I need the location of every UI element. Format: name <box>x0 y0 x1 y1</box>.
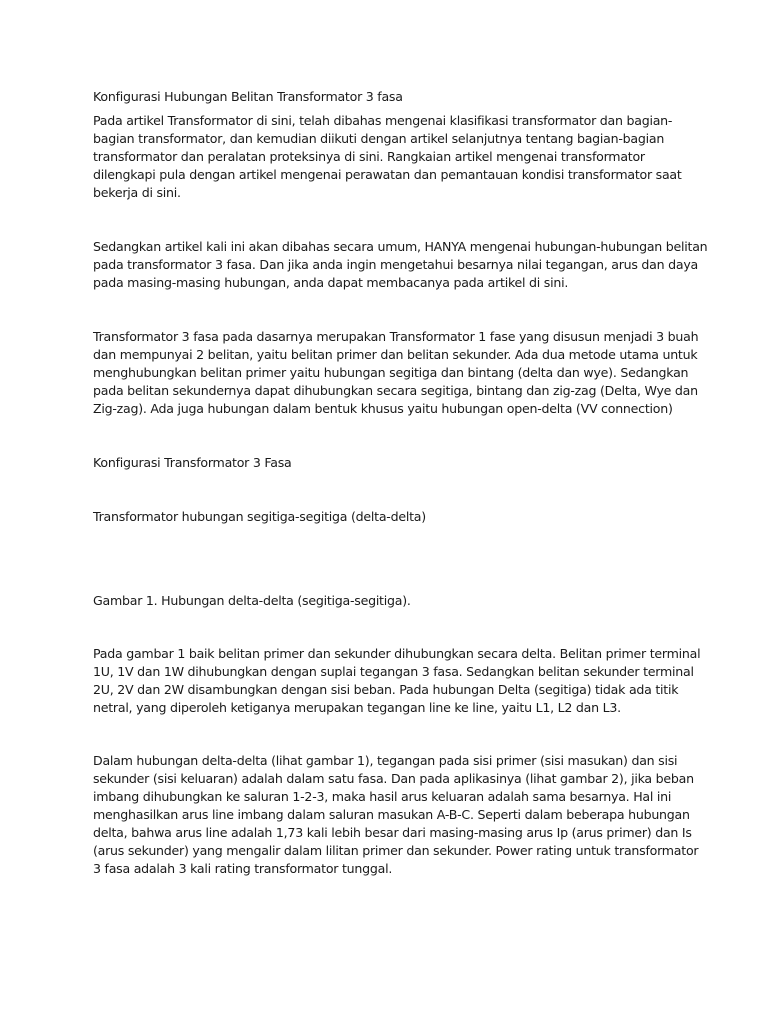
paragraph-1-line-4: dilengkapi pula dengan artikel mengenai perawatan dan pemantauan kondisi transformator saat <box>93 167 682 182</box>
paragraph-5-line-7: 3 fasa adalah 3 kali rating transformator tunggal. <box>93 861 393 876</box>
paragraph-5-line-2: sekunder (sisi keluaran) adalah dalam satu fasa. Dan pada aplikasinya (lihat gambar 2), jika beban <box>93 771 694 786</box>
paragraph-4-line-1: Pada gambar 1 baik belitan primer dan sekunder dihubungkan secara delta. Belitan primer terminal <box>93 646 701 661</box>
paragraph-5-line-6: (arus sekunder) yang mengalir dalam lilitan primer dan sekunder. Power rating untuk transformator <box>93 843 699 858</box>
paragraph-3-line-4: pada belitan sekundernya dapat dihubungkan secara segitiga, bintang dan zig-zag (Delta, Wye dan <box>93 383 698 398</box>
subsection-heading: Transformator hubungan segitiga-segitiga (delta-delta) <box>93 509 426 524</box>
paragraph-4-line-4: netral, yang diperoleh ketiganya merupakan tegangan line ke line, yaitu L1, L2 dan L3. <box>93 700 621 715</box>
paragraph-3-line-1: Transformator 3 fasa pada dasarnya merupakan Transformator 1 fase yang disusun menjadi 3 buah <box>93 329 699 344</box>
paragraph-1-line-3: transformator dan peralatan proteksinya di sini. Rangkaian artikel mengenai transformator <box>93 149 645 164</box>
paragraph-2-line-1: Sedangkan artikel kali ini akan dibahas secara umum, HANYA mengenai hubungan-hubungan belitan <box>93 239 708 254</box>
paragraph-4-line-2: 1U, 1V dan 1W dihubungkan dengan suplai tegangan 3 fasa. Sedangkan belitan sekunder terminal <box>93 664 694 679</box>
paragraph-1-line-2: bagian transformator, dan kemudian diikuti dengan artikel selanjutnya tentang bagian-bagian <box>93 131 665 146</box>
figure-1-caption: Gambar 1. Hubungan delta-delta (segitiga-segitiga). <box>93 593 411 608</box>
section-heading: Konfigurasi Transformator 3 Fasa <box>93 455 292 470</box>
paragraph-1-line-5: bekerja di sini. <box>93 185 181 200</box>
paragraph-2-line-2: pada transformator 3 fasa. Dan jika anda ingin mengetahui besarnya nilai tegangan, arus dan daya <box>93 257 699 272</box>
paragraph-3-line-2: dan mempunyai 2 belitan, yaitu belitan primer dan belitan sekunder. Ada dua metode utama untuk <box>93 347 698 362</box>
paragraph-5-line-4: menghasilkan arus line imbang dalam saluran masukan A-B-C. Seperti dalam beberapa hubungan <box>93 807 690 822</box>
paragraph-5-line-3: imbang dihubungkan ke saluran 1-2-3, maka hasil arus keluaran adalah sama besarnya. Hal ini <box>93 789 672 804</box>
paragraph-5-line-5: delta, bahwa arus line adalah 1,73 kali lebih besar dari masing-masing arus Ip (arus primer) dan Is <box>93 825 692 840</box>
paragraph-1-line-1: Pada artikel Transformator di sini, telah dibahas mengenai klasifikasi transformator dan bagian- <box>93 113 673 128</box>
paragraph-3-line-3: menghubungkan belitan primer yaitu hubungan segitiga dan bintang (delta dan wye). Sedangkan <box>93 365 689 380</box>
paragraph-3-line-5: Zig-zag). Ada juga hubungan dalam bentuk khusus yaitu hubungan open-delta (VV connection) <box>93 401 673 416</box>
paragraph-4-line-3: 2U, 2V dan 2W disambungkan dengan sisi beban. Pada hubungan Delta (segitiga) tidak ada titik <box>93 682 679 697</box>
document-title: Konfigurasi Hubungan Belitan Transformator 3 fasa <box>93 89 403 104</box>
paragraph-5-line-1: Dalam hubungan delta-delta (lihat gambar 1), tegangan pada sisi primer (sisi masukan) dan sisi <box>93 753 678 768</box>
paragraph-2-line-3: pada masing-masing hubungan, anda dapat membacanya pada artikel di sini. <box>93 275 569 290</box>
